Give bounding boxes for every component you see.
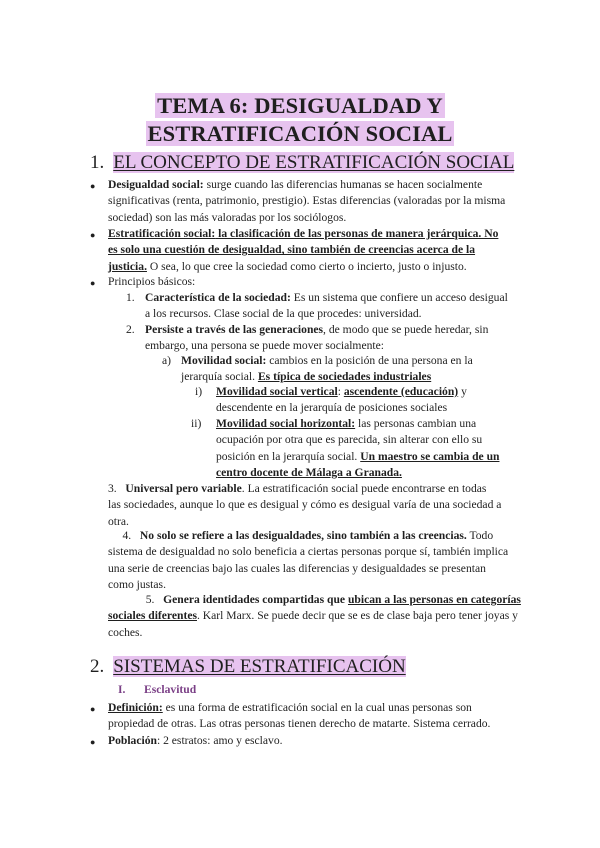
- list-letter: a): [162, 354, 172, 367]
- principle-2: Persiste a través de las generaciones, de modo que se puede heredar, sin embargo, una persona se puede mover socialmente:: [145, 323, 489, 353]
- list-roman: ii): [191, 417, 202, 430]
- list-number: 2.: [126, 323, 135, 336]
- bullet-icon: ●: [90, 230, 96, 240]
- principle-5: 5. Genera identidades compartidas que ubican a las personas en categorías sociales diferentes. Karl Marx. Se puede decir que se es de clase baja pero tener joyas y coches.: [108, 593, 521, 639]
- bullet-desigualdad: Desigualdad social: surge cuando las diferencias humanas se hacen socialmente significativas (renta, patrimonio, prestigio). Estas diferencias (valoradas por la misma sociedad) son las más valoradas por los sociólogos.: [108, 178, 506, 224]
- bullet-estratificacion: Estratificación social: la clasificación de las personas de manera jerárquica. No es solo una cuestión de desigualdad, sino también de creencias acerca de la justicia. O sea, lo que cree la sociedad como cierto o incierto, justo o injusto.: [108, 227, 499, 273]
- bullet-icon: ●: [90, 278, 96, 288]
- bullet-definicion: Definición: es una forma de estratificación social en la cual unas personas son propiedad de otras. Las otras personas tienen derecho de matarte. Sistema cerrado.: [108, 701, 491, 731]
- movilidad-vertical: Movilidad social vertical: ascendente (educación) y descendente en la jerarquía de posiciones sociales: [216, 385, 467, 415]
- principle-3: 3. Universal pero variable. La estratificación social puede encontrarse en todas las sociedades, aunque lo que es desigual y cómo es desigual varía de una sociedad a otra.: [108, 482, 502, 528]
- principle-1: Característica de la sociedad: Es un sistema que confiere un acceso desigual a los recursos. Clase social de la que procedes: universidad.: [145, 291, 508, 321]
- subheading-esclavitud: Esclavitud: [144, 683, 197, 696]
- list-number: 1.: [126, 291, 135, 304]
- bullet-principios: Principios básicos:: [108, 275, 196, 288]
- bullet-icon: ●: [90, 181, 96, 191]
- bullet-poblacion: Población: 2 estratos: amo y esclavo.: [108, 734, 283, 747]
- document-title-line2: ESTRATIFICACIÓN SOCIAL: [147, 121, 453, 146]
- movilidad-social: Movilidad social: cambios en la posición de una persona en la jerarquía social. Es típica de sociedades industriales: [181, 354, 473, 384]
- subheading-number: I.: [118, 683, 126, 696]
- principle-4: 4. No solo se refiere a las desigualdades, sino también a las creencias. Todo sistema de desigualdad no solo beneficia a ciertas personas porque sí, también implica una serie de creencias bajo las cuales las diferencias y desigualdades se presentan como justas.: [108, 529, 509, 591]
- list-roman: i): [195, 385, 203, 398]
- section-heading-1: 1. EL CONCEPTO DE ESTRATIFICACIÓN SOCIAL: [90, 152, 515, 173]
- movilidad-horizontal: Movilidad social horizontal: las personas cambian una ocupación por otra que es parecida, sin alterar con ello su posición en la jerarquía social. Un maestro se cambia de un centro docente de Málaga a Granada.: [216, 417, 500, 479]
- section-heading-2: 2. SISTEMAS DE ESTRATIFICACIÓN: [90, 656, 406, 677]
- bullet-icon: ●: [90, 704, 96, 714]
- bullet-icon: ●: [90, 737, 96, 747]
- document-title-line1: TEMA 6: DESIGUALDAD Y: [157, 93, 443, 118]
